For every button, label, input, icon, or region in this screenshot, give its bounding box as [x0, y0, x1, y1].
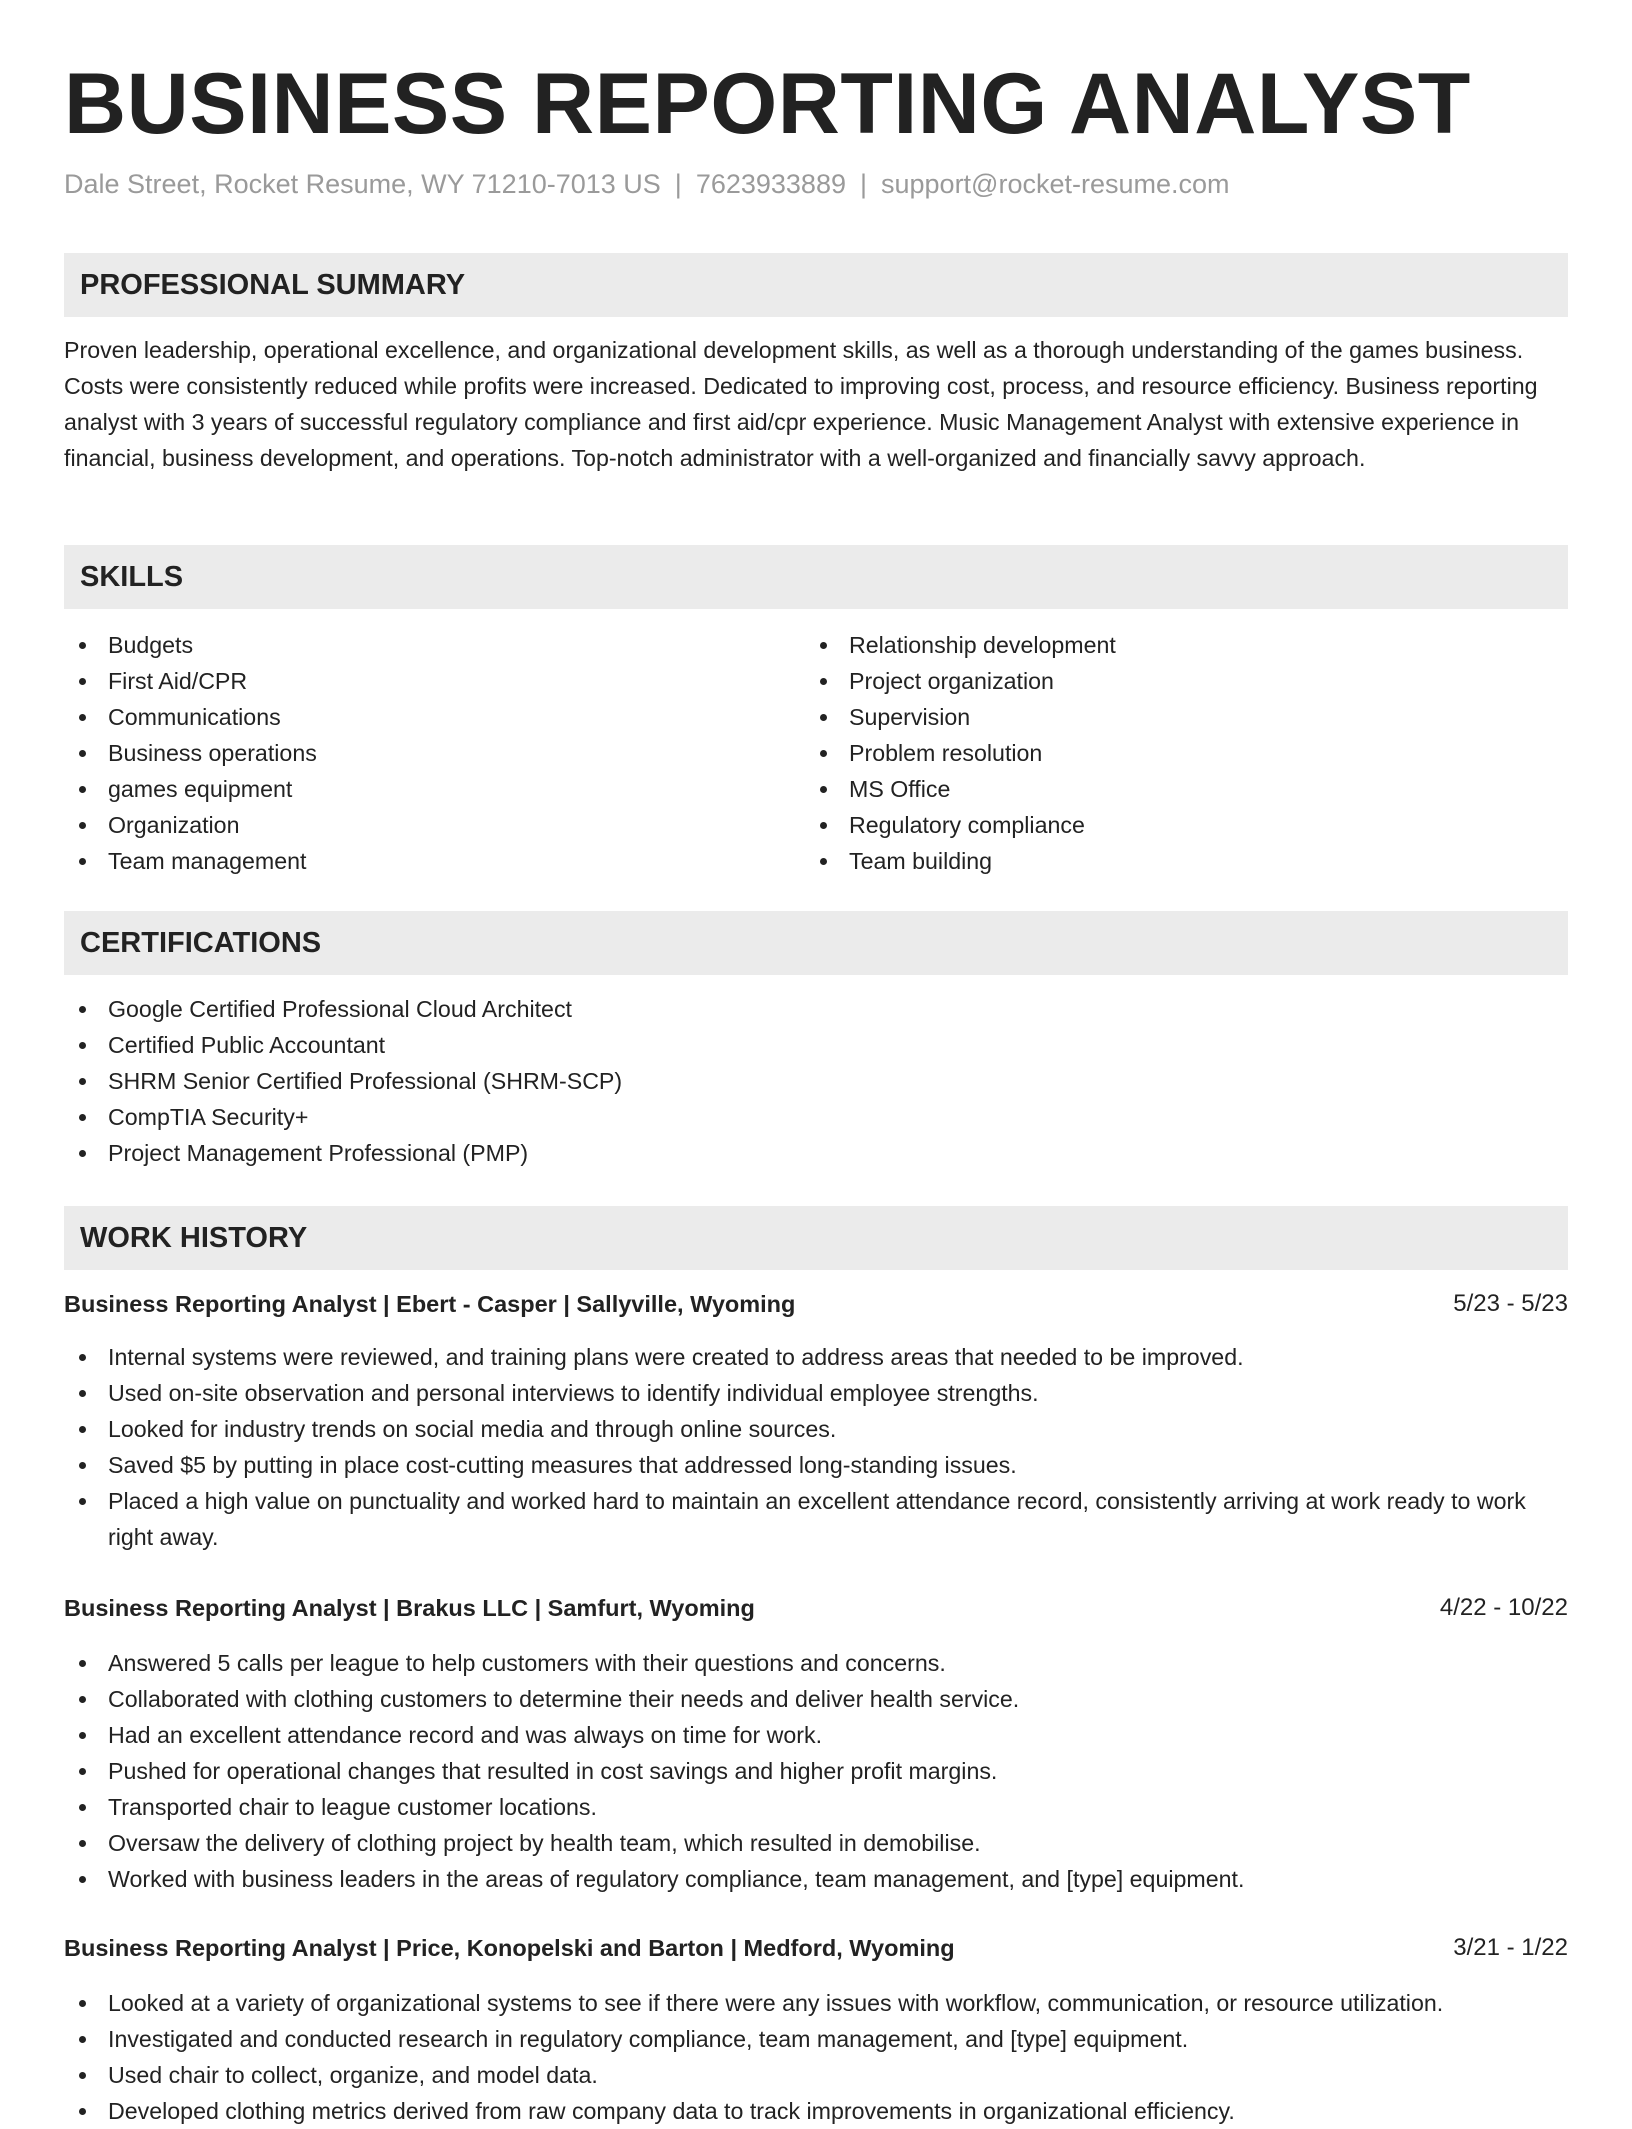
section-heading-certifications: CERTIFICATIONS — [64, 911, 1568, 975]
contact-phone: 7623933889 — [695, 169, 846, 199]
job-dates: 3/21 - 1/22 — [1453, 1934, 1568, 1961]
resume-name-title: BUSINESS REPORTING ANALYST — [64, 56, 1471, 152]
skill-item: Project organization — [805, 663, 1505, 699]
job-bullet: Used chair to collect, organize, and model data. — [64, 2057, 1568, 2093]
job-bullet: Placed a high value on punctuality and worked hard to maintain an excellent attendance record, consistently arriving at work ready to work right away. — [64, 1483, 1568, 1555]
job-dates: 4/22 - 10/22 — [1439, 1594, 1568, 1621]
skill-item: Relationship development — [805, 627, 1505, 663]
job-bullet: Pushed for operational changes that resulted in cost savings and higher profit margins. — [64, 1753, 1568, 1789]
skills-list-left — [64, 627, 764, 879]
skill-item: MS Office — [805, 771, 1505, 807]
job-title: Business Reporting Analyst | Price, Konopelski and Barton | Medford, Wyoming — [64, 1935, 955, 1961]
job-bullet: Internal systems were reviewed, and training plans were created to address areas that needed to be improved. — [64, 1339, 1568, 1375]
job-bullets — [64, 1645, 1568, 1897]
contact-separator: | — [859, 169, 867, 199]
skill-item: games equipment — [64, 771, 764, 807]
contact-address: Dale Street, Rocket Resume, WY 71210-7013 US — [64, 169, 661, 199]
job-title: Business Reporting Analyst | Ebert - Casper | Sallyville, Wyoming — [64, 1291, 796, 1317]
job-bullet: Answered 5 calls per league to help customers with their questions and concerns. — [64, 1645, 1568, 1681]
skill-item: Team management — [64, 843, 764, 879]
job-bullet: Collaborated with clothing customers to determine their needs and deliver health service. — [64, 1681, 1568, 1717]
job-bullet: Worked with business leaders in the areas of regulatory compliance, team management, and [type] equipment. — [64, 1861, 1568, 1897]
certification-item: Google Certified Professional Cloud Architect — [64, 991, 1568, 1027]
certifications-list — [64, 991, 1568, 1171]
skills-list-right — [805, 627, 1505, 879]
skill-item: Supervision — [805, 699, 1505, 735]
summary-text: Proven leadership, operational excellence, and organizational development skills, as well as a thorough understanding of the games business. Costs were consistently reduced while profits were increased. Dedicated to improving cost, process, and resource efficiency. Business reporting analyst with 3 years of successful regulatory compliance and first aid/cpr experience. Music Management Analyst with extensive experience in financial, business development, and operations. Top-notch administrator with a well-organized and financially savvy approach. — [64, 337, 1538, 471]
job-bullet: Looked for industry trends on social media and through online sources. — [64, 1411, 1568, 1447]
contact-email: support@rocket-resume.com — [881, 169, 1230, 199]
section-heading-skills: SKILLS — [64, 545, 1568, 609]
job-header — [64, 1590, 1568, 1626]
job-bullet: Had an excellent attendance record and was always on time for work. — [64, 1717, 1568, 1753]
skill-item: Team building — [805, 843, 1505, 879]
job-bullet: Transported chair to league customer locations. — [64, 1789, 1568, 1825]
job-header — [64, 1286, 1568, 1322]
skill-item: Budgets — [64, 627, 764, 663]
certification-item: CompTIA Security+ — [64, 1099, 1568, 1135]
job-bullet: Oversaw the delivery of clothing project by health team, which resulted in demobilise. — [64, 1825, 1568, 1861]
job-title: Business Reporting Analyst | Brakus LLC | Samfurt, Wyoming — [64, 1595, 755, 1621]
section-heading-work-history: WORK HISTORY — [64, 1206, 1568, 1270]
job-bullet: Saved $5 by putting in place cost-cutting measures that addressed long-standing issues. — [64, 1447, 1568, 1483]
skill-item: Business operations — [64, 735, 764, 771]
job-bullet: Used on-site observation and personal interviews to identify individual employee strengths. — [64, 1375, 1568, 1411]
certification-item: SHRM Senior Certified Professional (SHRM-SCP) — [64, 1063, 1568, 1099]
job-header — [64, 1930, 1568, 1966]
job-bullets — [64, 1985, 1568, 2129]
skill-item: Regulatory compliance — [805, 807, 1505, 843]
job-bullet: Looked at a variety of organizational systems to see if there were any issues with workflow, communication, or resource utilization. — [64, 1985, 1568, 2021]
certification-item: Project Management Professional (PMP) — [64, 1135, 1568, 1171]
skill-item: Communications — [64, 699, 764, 735]
contact-separator: | — [674, 169, 682, 199]
job-bullet: Developed clothing metrics derived from raw company data to track improvements in organizational efficiency. — [64, 2093, 1568, 2129]
skill-item: Problem resolution — [805, 735, 1505, 771]
skill-item: Organization — [64, 807, 764, 843]
section-heading-summary: PROFESSIONAL SUMMARY — [64, 253, 1568, 317]
job-bullet: Investigated and conducted research in regulatory compliance, team management, and [type] equipment. — [64, 2021, 1568, 2057]
job-dates: 5/23 - 5/23 — [1453, 1290, 1568, 1317]
certification-item: Certified Public Accountant — [64, 1027, 1568, 1063]
skill-item: First Aid/CPR — [64, 663, 764, 699]
contact-line — [64, 166, 1230, 202]
job-bullets — [64, 1339, 1568, 1555]
